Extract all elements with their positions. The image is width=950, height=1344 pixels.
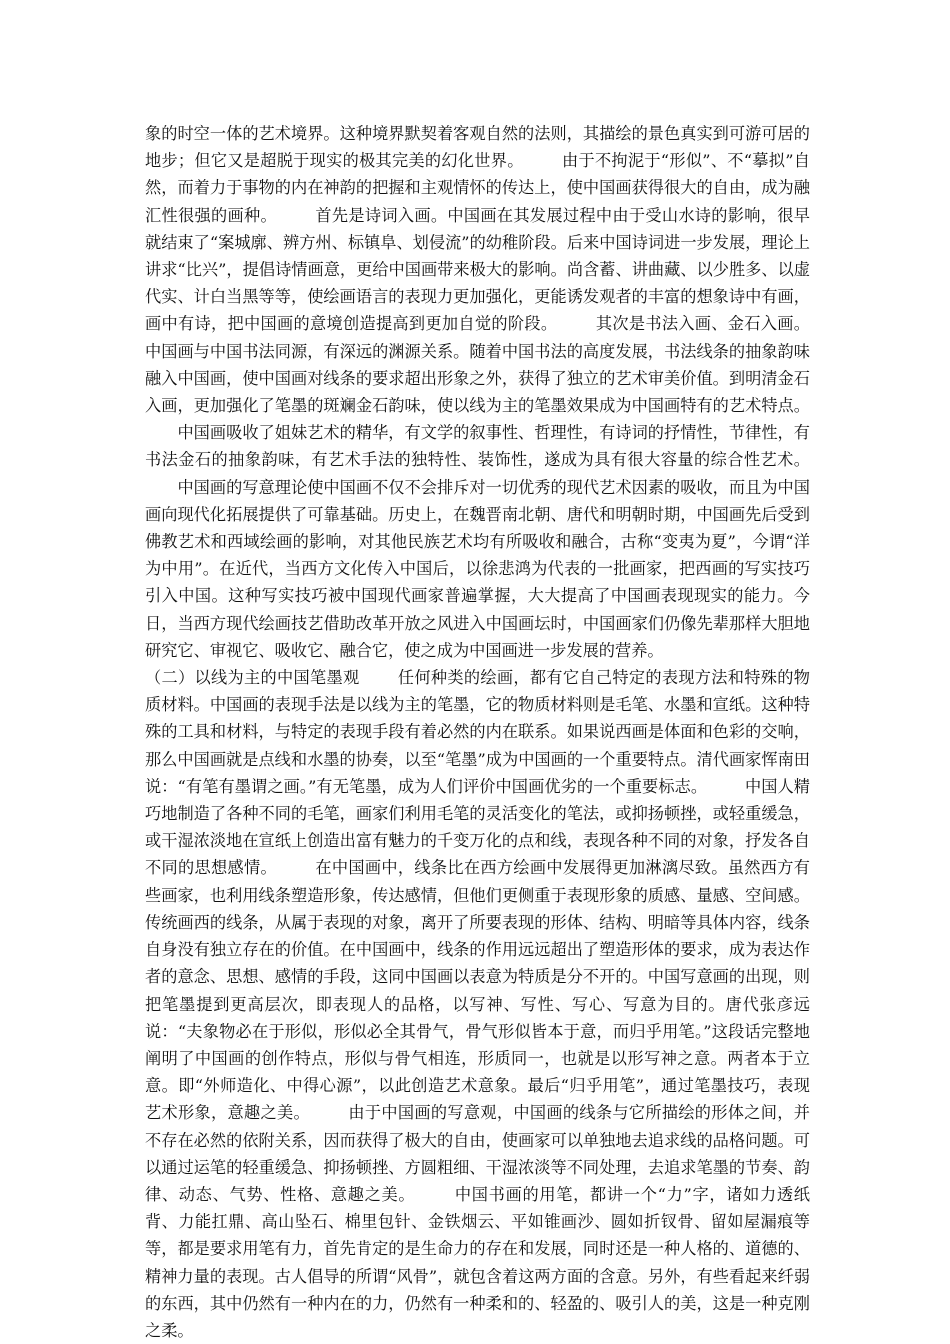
document-page (145, 120, 810, 1344)
paragraph-block-1: 象的时空一体的艺术境界。这种境界默契着客观自然的法则，其描绘的景色真实到可游可居的地步；但它又是超脱于现实的极其完美的幻化世界。 由于不拘泥于“形似”、不“摹拟”自然，而着力于事物的内在神韵的把握和主观情怀的传达上，使中国画获得很大的自由，成为融汇性很强的画种。 首先是诗词入画。中国画在其发展过程中由于受山水诗的影响，很早就结束了“案城廓、辨方州、标镇阜、划侵流”的幼稚阶段。后来中国诗词进一步发展，理论上讲求“比兴”，提倡诗情画意，更给中国画带来极大的影响。尚含蓄、讲曲藏、以少胜多、以虚代实、计白当黑等等，使绘画语言的表现力更加强化，更能诱发观者的丰富的想象诗中有画，画中有诗，把中国画的意境创造提高到更加自觉的阶段。 其次是书法入画、金石入画。中国画与中国书法同源，有深远的渊源关系。随着中国书法的高度发展，书法线条的抽象韵味融入中国画，使中国画对线条的要求超出形象之外，获得了独立的艺术审美价值。到明清金石入画，更加强化了笔墨的斑斓金石韵味，使以线为主的笔墨效果成为中国画特有的艺术特点。 中国画吸收了姐妹艺术的精华，有文学的叙事性、哲理性，有诗词的抒情性，节律性，有书法金石的抽象韵味，有艺术手法的独特性、装饰性，遂成为具有很大容量的综合性艺术。 中国画的写意理论使中国画不仅不会排斥对一切优秀的现代艺术因素的吸收，而且为中国画向现代化拓展提供了可靠基础。历史上，在魏晋南北朝、唐代和明朝时期，中国画先后受到佛教艺术和西域绘画的影响，对其他民族艺术均有所吸收和融合，古称“变夷为夏”，今谓“洋为中用”。在近代，当西方文化传入中国后，以徐悲鸿为代表的一批画家，把西画的写实技巧引入中国。这种写实技巧被中国现代画家普遍掌握，大大提高了中国画表现现实的能力。今日，当西方现代绘画技艺借助改革开放之风进入中国画坛时，中国画家们仍像先辈那样大胆地研究它、审视它、吸收它、融合它，使之成为中国画进一步发展的营养。 (145, 124, 810, 660)
paragraph-block-2: （二）以线为主的中国笔墨观 任何种类的绘画，都有它自己特定的表现方法和特殊的物质材料。中国画的表现手法是以线为主的笔墨，它的物质材料则是毛笔、水墨和宣纸。这种特殊的工具和材料，与特定的表现手段有着必然的内在联系。如果说西画是体面和色彩的交响，那么中国画就是点线和水墨的协奏，以至“笔墨”成为中国画的一个重要特点。清代画家恽南田说：“有笔有墨谓之画。”有无笔墨，成为人们评价中国画优劣的一个重要标志。 中国人精巧地制造了各种不同的毛笔，画家们利用毛笔的灵活变化的笔法，或抑扬顿挫，或轻重缓急，或干湿浓淡地在宣纸上创造出富有魅力的千变万化的点和线，表现各种不同的对象，抒发各自不同的思想感情。 在中国画中，线条比在西方绘画中发展得更加淋漓尽致。虽然西方有些画家，也利用线条塑造形象，传达感情，但他们更侧重于表现形象的质感、量感、空间感。传统画西的线条，从属于表现的对象，离开了所要表现的形体、结构、明暗等具体内容，线条自身没有独立存在的价值。在中国画中，线条的作用远远超出了塑造形体的要求，成为表达作者的意念、思想、感情的手段，这同中国画以表意为特质是分不开的。中国写意画的出现，则把笔墨提到更高层次，即表现人的品格，以写神、写性、写心、写意为目的。唐代张彦远说：“夫象物必在于形似，形似必全其骨气，骨气形似皆本于意，而归乎用笔。”这段话完整地阐明了中国画的创作特点，形似与骨气相连，形质同一，也就是以形写神之意。两者本于立意。即“外师造化、中得心源”，以此创造艺术意象。最后“归乎用笔”，通过笔墨技巧，表现艺术形象，意趣之美。 由于中国画的写意观，中国画的线条与它所描绘的形体之间，并不存在必然的依附关系，因而获得了极大的自由，使画家可以单独地去追求线的品格问题。可以通过运笔的轻重缓急、抑扬顿挫、方圆粗细、干湿浓淡等不同处理，去追求笔墨的节奏、韵律、动态、气势、性格、意趣之美。 中国书画的用笔，都讲一个“力”字，诸如力透纸背、力能扛鼎、高山坠石、棉里包针、金铁烟云、平如锥画沙、圆如折钗骨、留如屋漏痕等等，都是要求用笔有力，首先肯定的是生命力的存在和发展，同时还是一种人格的、道德的、精神力量的表现。古人倡导的所谓“风骨”，就包含着这两方面的含意。另外，有些看起来纤弱的东西，其中仍然有一种内在的力，仍然有一种柔和的、轻盈的、吸引人的美，这是一种克刚之柔。 (145, 668, 810, 1340)
